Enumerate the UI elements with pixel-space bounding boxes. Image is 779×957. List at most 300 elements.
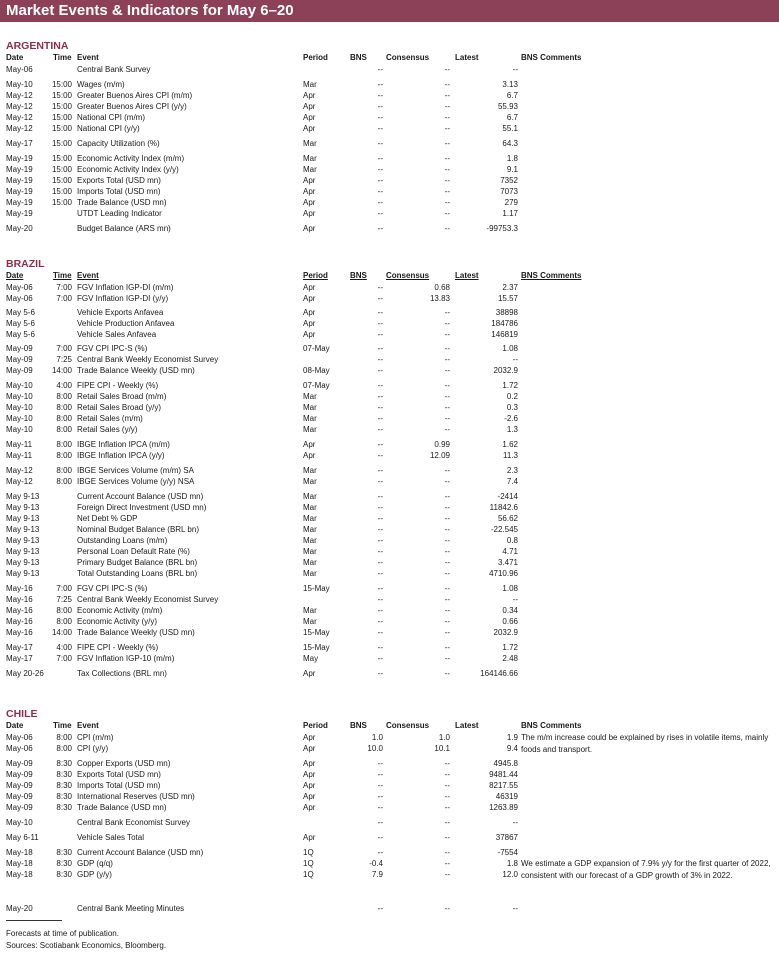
cell-date: May-12	[6, 102, 33, 111]
cell-latest: 0.66	[502, 617, 518, 626]
cell-bns: --	[377, 848, 383, 857]
cell-period: 15-May	[303, 628, 330, 637]
header-comments: BNS Comments	[521, 721, 582, 730]
footnote-divider	[6, 920, 62, 921]
cell-date: May 5-6	[6, 330, 35, 339]
cell-period: Apr	[303, 744, 316, 753]
cell-latest: 3.471	[497, 558, 518, 567]
cell-date: May-10	[6, 392, 33, 401]
cell-time: 8:00	[56, 606, 72, 615]
cell-date: May-20	[6, 224, 33, 233]
table-row	[0, 847, 779, 858]
cell-event: Capacity Utilization (%)	[77, 139, 160, 148]
cell-bns: --	[377, 536, 383, 545]
cell-period: Mar	[303, 466, 317, 475]
cell-cons: --	[444, 319, 450, 328]
cell-bns: --	[377, 198, 383, 207]
cell-cons: --	[444, 870, 450, 879]
cell-date: May-09	[6, 344, 33, 353]
table-row	[0, 802, 779, 813]
cell-event: National CPI (y/y)	[77, 124, 140, 133]
cell-latest: -2414	[497, 492, 518, 501]
cell-time: 8:00	[56, 403, 72, 412]
cell-bns: --	[377, 344, 383, 353]
cell-latest: 184786	[491, 319, 518, 328]
cell-period: 1Q	[303, 870, 314, 879]
cell-cons: --	[444, 547, 450, 556]
cell-event: Copper Exports (USD mn)	[77, 759, 171, 768]
cell-period: 15-May	[303, 643, 330, 652]
header-time: Time	[53, 271, 72, 280]
cell-bns: --	[377, 569, 383, 578]
cell-date: May-10	[6, 818, 33, 827]
header-time: Time	[53, 721, 72, 730]
cell-time: 15:00	[51, 198, 72, 207]
cell-period: Mar	[303, 503, 317, 512]
cell-event: FGV Inflation IGP-DI (m/m)	[77, 283, 174, 292]
cell-bns: --	[377, 492, 383, 501]
cell-cons: --	[444, 466, 450, 475]
cell-cons: --	[444, 669, 450, 678]
cell-period: 1Q	[303, 859, 314, 868]
cell-latest: 1.72	[502, 643, 518, 652]
cell-cons: --	[444, 381, 450, 390]
cell-event: Imports Total (USD mn)	[77, 781, 161, 790]
cell-bns: --	[377, 165, 383, 174]
header-consensus: Consensus	[386, 53, 430, 62]
cell-date: May-12	[6, 113, 33, 122]
cell-date: May 5-6	[6, 308, 35, 317]
header-event: Event	[77, 721, 99, 730]
cell-event: IBGE Services Volume (m/m) SA	[77, 466, 194, 475]
cell-time: 8:30	[56, 770, 72, 779]
cell-cons: --	[444, 344, 450, 353]
table-row	[0, 439, 779, 450]
cell-time: 7:00	[56, 283, 72, 292]
table-row	[0, 365, 779, 376]
cell-period: Apr	[303, 792, 316, 801]
header-latest: Latest	[455, 271, 479, 280]
cell-latest: 1.72	[502, 381, 518, 390]
table-row	[0, 502, 779, 513]
cell-event: Retail Sales (m/m)	[77, 414, 143, 423]
cell-latest: 2.3	[506, 466, 518, 475]
cell-period: Apr	[303, 124, 316, 133]
cell-latest: 4710.96	[489, 569, 518, 578]
cell-cons: --	[444, 536, 450, 545]
cell-period: Mar	[303, 492, 317, 501]
table-row	[0, 293, 779, 304]
footnote-forecasts: Forecasts at time of publication.	[6, 929, 119, 938]
table-row	[0, 329, 779, 340]
table-row	[0, 605, 779, 616]
cell-period: Apr	[303, 319, 316, 328]
table-row	[0, 413, 779, 424]
cell-cons: --	[444, 643, 450, 652]
cell-bns: --	[377, 792, 383, 801]
cell-cons: 0.99	[434, 440, 450, 449]
table-row	[0, 138, 779, 149]
cell-bns: --	[377, 628, 383, 637]
cell-event: Vehicle Sales Total	[77, 833, 145, 842]
cell-event: Central Bank Economist Survey	[77, 818, 190, 827]
cell-bns: --	[377, 558, 383, 567]
cell-cons: --	[444, 187, 450, 196]
cell-date: May-09	[6, 355, 33, 364]
cell-event: Retail Sales Broad (m/m)	[77, 392, 167, 401]
column-header-row	[0, 270, 779, 281]
cell-event: Central Bank Weekly Economist Survey	[77, 355, 219, 364]
cell-latest: 1.9	[506, 733, 518, 742]
cell-period: Apr	[303, 833, 316, 842]
column-header-row	[0, 720, 779, 731]
cell-bns: --	[377, 403, 383, 412]
cell-bns: --	[377, 525, 383, 534]
cell-cons: --	[444, 492, 450, 501]
cell-time: 7:25	[56, 355, 72, 364]
cell-time: 15:00	[51, 154, 72, 163]
table-row	[0, 223, 779, 234]
cell-period: Apr	[303, 283, 316, 292]
cell-period: Apr	[303, 733, 316, 742]
cell-date: May-20	[6, 904, 33, 913]
cell-latest: 1.08	[502, 584, 518, 593]
cell-bns: --	[377, 833, 383, 842]
cell-latest: --	[512, 355, 518, 364]
cell-event: CPI (y/y)	[77, 744, 109, 753]
cell-period: Apr	[303, 176, 316, 185]
cell-cons: --	[444, 525, 450, 534]
table-row	[0, 450, 779, 461]
header-latest: Latest	[455, 53, 479, 62]
cell-date: May-06	[6, 744, 33, 753]
cell-date: May 20-26	[6, 669, 44, 678]
cell-event: Greater Buenos Aires CPI (y/y)	[77, 102, 187, 111]
cell-period: Apr	[303, 781, 316, 790]
cell-cons: --	[444, 781, 450, 790]
cell-date: May-19	[6, 209, 33, 218]
cell-event: Exports Total (USD mn)	[77, 176, 161, 185]
cell-latest: 3.13	[502, 80, 518, 89]
cell-time: 8:30	[56, 759, 72, 768]
cell-period: Apr	[303, 330, 316, 339]
cell-cons: --	[444, 904, 450, 913]
cell-bns: --	[377, 91, 383, 100]
cell-period: Mar	[303, 80, 317, 89]
table-row	[0, 653, 779, 664]
cell-period: Apr	[303, 294, 316, 303]
cell-cons: --	[444, 308, 450, 317]
cell-date: May-12	[6, 477, 33, 486]
cell-bns: --	[377, 187, 383, 196]
cell-event: Foreign Direct Investment (USD mn)	[77, 503, 207, 512]
cell-event: Vehicle Production Anfavea	[77, 319, 175, 328]
header-date: Date	[6, 721, 24, 730]
cell-period: Apr	[303, 102, 316, 111]
column-header-row	[0, 52, 779, 63]
table-row	[0, 568, 779, 579]
cell-date: May-06	[6, 65, 33, 74]
page-title: Market Events & Indicators for May 6–20	[0, 0, 779, 22]
cell-bns: --	[377, 392, 383, 401]
cell-period: Apr	[303, 198, 316, 207]
cell-cons: --	[444, 209, 450, 218]
cell-date: May-06	[6, 294, 33, 303]
cell-bns: --	[377, 477, 383, 486]
cell-date: May 9-13	[6, 547, 40, 556]
cell-cons: --	[444, 366, 450, 375]
cell-date: May-17	[6, 643, 33, 652]
cell-date: May-16	[6, 595, 33, 604]
cell-date: May 9-13	[6, 525, 40, 534]
cell-event: FIPE CPI - Weekly (%)	[77, 643, 159, 652]
cell-bns: --	[377, 514, 383, 523]
cell-latest: --	[512, 818, 518, 827]
table-row	[0, 524, 779, 535]
cell-latest: 2.48	[502, 654, 518, 663]
cell-date: May-18	[6, 859, 33, 868]
table-row	[0, 153, 779, 164]
cell-cons: --	[444, 165, 450, 174]
header-bns: BNS	[350, 721, 367, 730]
cell-cons: --	[444, 514, 450, 523]
cell-latest: 4.71	[502, 547, 518, 556]
table-row	[0, 642, 779, 653]
cell-date: May-19	[6, 198, 33, 207]
cell-time: 8:00	[56, 744, 72, 753]
cell-bns: --	[377, 803, 383, 812]
cell-event: Exports Total (USD mn)	[77, 770, 161, 779]
cell-cons: 13.83	[429, 294, 450, 303]
cell-latest: --	[512, 904, 518, 913]
table-row	[0, 164, 779, 175]
cell-date: May-16	[6, 617, 33, 626]
cell-latest: 2.37	[502, 283, 518, 292]
cell-period: Apr	[303, 440, 316, 449]
table-row	[0, 668, 779, 679]
cell-date: May-10	[6, 80, 33, 89]
cell-period: Mar	[303, 514, 317, 523]
cell-date: May 9-13	[6, 492, 40, 501]
header-period: Period	[303, 271, 328, 280]
cell-bns: --	[377, 818, 383, 827]
cell-cons: --	[444, 833, 450, 842]
cell-event: Tax Collections (BRL mn)	[77, 669, 167, 678]
header-bns: BNS	[350, 271, 367, 280]
cell-cons: --	[444, 606, 450, 615]
cell-event: Trade Balance (USD mn)	[77, 198, 167, 207]
cell-event: Outstanding Loans (m/m)	[77, 536, 168, 545]
cell-cons: --	[444, 792, 450, 801]
cell-event: FIPE CPI - Weekly (%)	[77, 381, 159, 390]
cell-time: 7:25	[56, 595, 72, 604]
cell-cons: --	[444, 859, 450, 868]
cell-latest: 2032.9	[493, 366, 518, 375]
cell-date: May-19	[6, 176, 33, 185]
cell-cons: --	[444, 102, 450, 111]
table-row	[0, 769, 779, 780]
cell-event: UTDT Leading Indicator	[77, 209, 162, 218]
cell-event: Central Bank Weekly Economist Survey	[77, 595, 219, 604]
table-row	[0, 465, 779, 476]
cell-period: Apr	[303, 308, 316, 317]
cell-bns: --	[377, 209, 383, 218]
cell-bns: 10.0	[367, 744, 383, 753]
table-row	[0, 123, 779, 134]
cell-latest: 1.08	[502, 344, 518, 353]
cell-latest: -7554	[497, 848, 518, 857]
cell-time: 8:00	[56, 617, 72, 626]
cell-date: May-16	[6, 584, 33, 593]
cell-event: Greater Buenos Aires CPI (m/m)	[77, 91, 193, 100]
cell-bns: --	[377, 584, 383, 593]
cell-cons: --	[444, 224, 450, 233]
table-row	[0, 101, 779, 112]
cell-event: Personal Loan Default Rate (%)	[77, 547, 190, 556]
header-period: Period	[303, 53, 328, 62]
cell-time: 8:30	[56, 792, 72, 801]
cell-time: 14:00	[51, 628, 72, 637]
cell-bns: --	[377, 154, 383, 163]
cell-period: Mar	[303, 477, 317, 486]
cell-date: May-12	[6, 124, 33, 133]
header-comments: BNS Comments	[521, 53, 582, 62]
cell-cons: --	[444, 848, 450, 857]
section-title: CHILE	[6, 708, 38, 720]
cell-bns: --	[377, 904, 383, 913]
cell-bns: --	[377, 80, 383, 89]
section-title: ARGENTINA	[6, 40, 69, 52]
cell-event: Current Account Balance (USD mn)	[77, 492, 204, 501]
cell-cons: 10.1	[434, 744, 450, 753]
cell-latest: 4945.8	[493, 759, 518, 768]
cell-time: 4:00	[56, 643, 72, 652]
cell-latest: 0.3	[506, 403, 518, 412]
cell-bns: --	[377, 759, 383, 768]
cell-bns: --	[377, 606, 383, 615]
cell-time: 8:30	[56, 848, 72, 857]
cell-event: Budget Balance (ARS mn)	[77, 224, 171, 233]
cell-latest: -22.545	[490, 525, 518, 534]
cell-bns: --	[377, 124, 383, 133]
cell-event: Central Bank Survey	[77, 65, 151, 74]
table-row	[0, 869, 779, 880]
cell-time: 15:00	[51, 80, 72, 89]
cell-period: Apr	[303, 224, 316, 233]
header-consensus: Consensus	[386, 721, 430, 730]
cell-event: Total Outstanding Loans (BRL bn)	[77, 569, 198, 578]
cell-latest: 15.57	[497, 294, 518, 303]
cell-cons: --	[444, 617, 450, 626]
cell-cons: --	[444, 803, 450, 812]
cell-time: 7:00	[56, 584, 72, 593]
cell-cons: --	[444, 154, 450, 163]
cell-event: Economic Activity (m/m)	[77, 606, 163, 615]
cell-cons: 1.0	[438, 733, 450, 742]
cell-event: IBGE Inflation IPCA (y/y)	[77, 451, 165, 460]
cell-period: Apr	[303, 803, 316, 812]
cell-bns: --	[377, 466, 383, 475]
cell-time: 7:00	[56, 294, 72, 303]
table-row	[0, 79, 779, 90]
cell-time: 8:00	[56, 466, 72, 475]
cell-bns: --	[377, 102, 383, 111]
cell-period: Mar	[303, 536, 317, 545]
cell-event: Economic Activity (y/y)	[77, 617, 158, 626]
cell-bns: --	[377, 330, 383, 339]
cell-bns: --	[377, 654, 383, 663]
cell-period: Apr	[303, 451, 316, 460]
cell-latest: 9.1	[506, 165, 518, 174]
table-row	[0, 832, 779, 843]
cell-cons: --	[444, 80, 450, 89]
cell-cons: --	[444, 503, 450, 512]
cell-time: 4:00	[56, 381, 72, 390]
cell-cons: --	[444, 355, 450, 364]
cell-period: Mar	[303, 569, 317, 578]
cell-cons: --	[444, 569, 450, 578]
cell-time: 15:00	[51, 102, 72, 111]
cell-bns: 1.0	[371, 733, 383, 742]
cell-latest: 1.8	[506, 859, 518, 868]
cell-date: May-09	[6, 803, 33, 812]
table-row	[0, 903, 779, 914]
table-row	[0, 513, 779, 524]
cell-bns: --	[377, 355, 383, 364]
cell-date: May-19	[6, 187, 33, 196]
cell-event: Wages (m/m)	[77, 80, 125, 89]
cell-event: Primary Budget Balance (BRL bn)	[77, 558, 198, 567]
cell-time: 8:00	[56, 733, 72, 742]
cell-period: Mar	[303, 558, 317, 567]
cell-latest: 64.3	[502, 139, 518, 148]
cell-bns: --	[377, 440, 383, 449]
cell-event: Current Account Balance (USD mn)	[77, 848, 204, 857]
cell-event: FGV CPI IPC-S (%)	[77, 344, 148, 353]
table-row	[0, 594, 779, 605]
table-row	[0, 424, 779, 435]
table-row	[0, 780, 779, 791]
cell-time: 8:00	[56, 392, 72, 401]
cell-event: Nominal Budget Balance (BRL bn)	[77, 525, 199, 534]
cell-cons: --	[444, 770, 450, 779]
cell-event: Economic Activity Index (m/m)	[77, 154, 185, 163]
header-date: Date	[6, 53, 24, 62]
cell-bns: 7.9	[371, 870, 383, 879]
cell-latest: 7073	[500, 187, 518, 196]
table-row	[0, 282, 779, 293]
cell-latest: 9.4	[506, 744, 518, 753]
cell-latest: 1.8	[506, 154, 518, 163]
header-bns: BNS	[350, 53, 367, 62]
cell-cons: --	[444, 139, 450, 148]
cell-period: May	[303, 654, 319, 663]
cell-cons: --	[444, 584, 450, 593]
table-row	[0, 743, 779, 754]
cell-time: 8:30	[56, 803, 72, 812]
cell-date: May-19	[6, 165, 33, 174]
table-row	[0, 491, 779, 502]
cell-period: 15-May	[303, 584, 330, 593]
cell-bns: --	[377, 366, 383, 375]
cell-cons: --	[444, 392, 450, 401]
cell-latest: 1.17	[502, 209, 518, 218]
header-event: Event	[77, 53, 99, 62]
cell-event: Retail Sales (y/y)	[77, 425, 138, 434]
section-title: BRAZIL	[6, 258, 45, 270]
cell-event: Trade Balance (USD mn)	[77, 803, 167, 812]
header-latest: Latest	[455, 721, 479, 730]
